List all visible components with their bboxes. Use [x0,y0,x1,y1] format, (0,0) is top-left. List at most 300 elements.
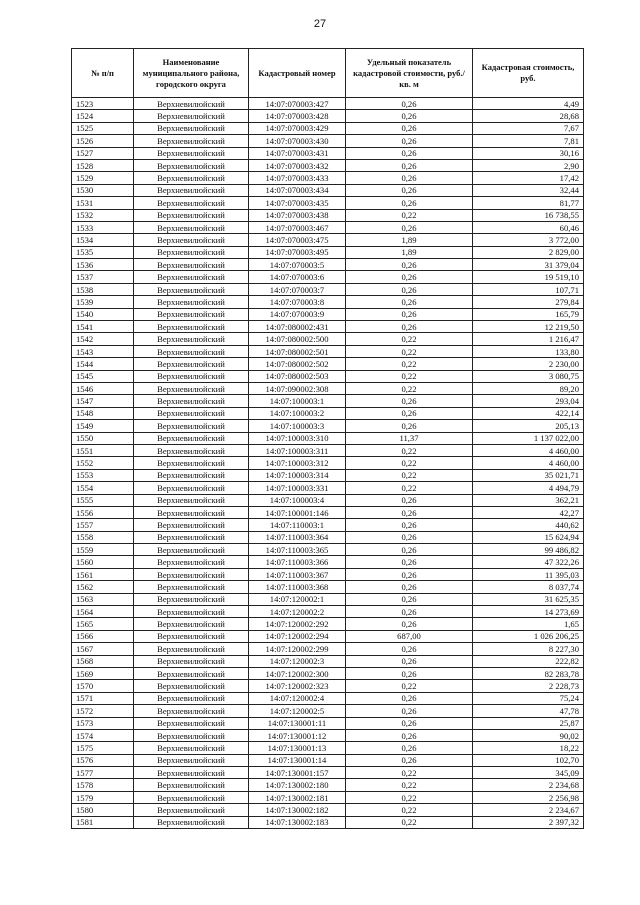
specific-indicator: 0,26 [346,606,473,618]
row-number: 1581 [72,816,134,828]
table-row [72,444,584,456]
specific-indicator: 0,26 [346,184,473,196]
district-name: Верхневилюйский [134,98,249,110]
cadastral-number: 14:07:100003:2 [249,407,346,419]
header-num: № п/п [72,49,134,98]
district-name: Верхневилюйский [134,259,249,271]
table-row [72,643,584,655]
district-name: Верхневилюйский [134,717,249,729]
district-name: Верхневилюйский [134,705,249,717]
specific-indicator: 0,26 [346,283,473,295]
cadastral-cost: 18,22 [473,742,584,754]
specific-indicator: 0,26 [346,643,473,655]
row-number: 1551 [72,444,134,456]
cadastral-cost: 42,27 [473,506,584,518]
cadastral-cost: 2 234,68 [473,779,584,791]
cadastral-number: 14:07:130002:183 [249,816,346,828]
cadastral-cost: 422,14 [473,407,584,419]
table-row [72,506,584,518]
table-row [72,717,584,729]
cadastral-cost: 222,82 [473,655,584,667]
specific-indicator: 0,26 [346,135,473,147]
district-name: Верхневилюйский [134,754,249,766]
specific-indicator: 0,26 [346,506,473,518]
cadastral-cost: 107,71 [473,283,584,295]
header-specific-indicator: Удельный показатель кадастровой стоимости, руб./кв. м [346,49,473,98]
district-name: Верхневилюйский [134,370,249,382]
cadastral-number: 14:07:070003:434 [249,184,346,196]
cadastral-cost: 19 519,10 [473,271,584,283]
cadastral-number: 14:07:100003:1 [249,395,346,407]
specific-indicator: 0,22 [346,444,473,456]
table-row [72,556,584,568]
row-number: 1524 [72,110,134,122]
cadastral-number: 14:07:090002:308 [249,382,346,394]
specific-indicator: 0,22 [346,767,473,779]
cadastral-number: 14:07:130002:181 [249,791,346,803]
table-row [72,767,584,779]
cadastral-cost: 102,70 [473,754,584,766]
row-number: 1530 [72,184,134,196]
table-row [72,457,584,469]
row-number: 1578 [72,779,134,791]
table-row [72,655,584,667]
district-name: Верхневилюйский [134,333,249,345]
cadastral-number: 14:07:070003:432 [249,159,346,171]
specific-indicator: 0,26 [346,420,473,432]
row-number: 1523 [72,98,134,110]
district-name: Верхневилюйский [134,308,249,320]
district-name: Верхневилюйский [134,457,249,469]
cadastral-number: 14:07:070003:5 [249,259,346,271]
table-row [72,259,584,271]
specific-indicator: 0,26 [346,197,473,209]
specific-indicator: 0,26 [346,110,473,122]
table-row [72,593,584,605]
row-number: 1577 [72,767,134,779]
cadastral-cost: 60,46 [473,221,584,233]
specific-indicator: 0,26 [346,729,473,741]
cadastral-cost: 1 137 022,00 [473,432,584,444]
table-row [72,531,584,543]
table-row [72,197,584,209]
table-row [72,816,584,828]
district-name: Верхневилюйский [134,506,249,518]
table-row [72,705,584,717]
cadastral-cost: 165,79 [473,308,584,320]
row-number: 1536 [72,259,134,271]
row-number: 1573 [72,717,134,729]
district-name: Верхневилюйский [134,283,249,295]
cadastral-number: 14:07:120002:294 [249,630,346,642]
cadastral-number: 14:07:120002:2 [249,606,346,618]
table-row [72,469,584,481]
specific-indicator: 0,26 [346,667,473,679]
cadastral-number: 14:07:070003:6 [249,271,346,283]
cadastral-cost: 2,90 [473,159,584,171]
specific-indicator: 0,26 [346,618,473,630]
district-name: Верхневилюйский [134,197,249,209]
row-number: 1540 [72,308,134,320]
cadastral-cost: 8 037,74 [473,581,584,593]
header-cadastral-number: Кадастровый номер [249,49,346,98]
cadastral-number: 14:07:100003:3 [249,420,346,432]
table-row [72,308,584,320]
row-number: 1537 [72,271,134,283]
row-number: 1534 [72,234,134,246]
cadastral-number: 14:07:080002:502 [249,358,346,370]
district-name: Верхневилюйский [134,345,249,357]
table-row [72,606,584,618]
cadastral-number: 14:07:100003:314 [249,469,346,481]
row-number: 1574 [72,729,134,741]
cadastral-cost: 7,81 [473,135,584,147]
specific-indicator: 0,22 [346,345,473,357]
specific-indicator: 0,26 [346,122,473,134]
specific-indicator: 0,26 [346,531,473,543]
district-name: Верхневилюйский [134,147,249,159]
table-row [72,581,584,593]
specific-indicator: 0,26 [346,308,473,320]
table-row [72,98,584,110]
district-name: Верхневилюйский [134,159,249,171]
row-number: 1552 [72,457,134,469]
row-number: 1563 [72,593,134,605]
cadastral-number: 14:07:080002:431 [249,321,346,333]
table-row [72,172,584,184]
row-number: 1531 [72,197,134,209]
table-row [72,358,584,370]
specific-indicator: 0,26 [346,717,473,729]
table-row [72,680,584,692]
specific-indicator: 0,26 [346,221,473,233]
district-name: Верхневилюйский [134,568,249,580]
table-row [72,742,584,754]
cadastral-number: 14:07:110003:365 [249,544,346,556]
table-row [72,407,584,419]
table-row [72,147,584,159]
row-number: 1526 [72,135,134,147]
cadastral-number: 14:07:120002:323 [249,680,346,692]
row-number: 1539 [72,296,134,308]
cadastral-cost: 2 829,00 [473,246,584,258]
specific-indicator: 0,26 [346,544,473,556]
row-number: 1545 [72,370,134,382]
cadastral-cost: 30,16 [473,147,584,159]
row-number: 1566 [72,630,134,642]
row-number: 1572 [72,705,134,717]
row-number: 1559 [72,544,134,556]
district-name: Верхневилюйский [134,606,249,618]
specific-indicator: 0,26 [346,172,473,184]
specific-indicator: 0,26 [346,321,473,333]
table-row [72,345,584,357]
row-number: 1575 [72,742,134,754]
cadastral-number: 14:07:070003:435 [249,197,346,209]
district-name: Верхневилюйский [134,184,249,196]
row-number: 1576 [72,754,134,766]
cadastral-cost: 75,24 [473,692,584,704]
table-row [72,184,584,196]
cadastral-number: 14:07:100003:310 [249,432,346,444]
table-row [72,692,584,704]
row-number: 1527 [72,147,134,159]
specific-indicator: 0,26 [346,556,473,568]
table-row [72,333,584,345]
district-name: Верхневилюйский [134,816,249,828]
table-row [72,519,584,531]
table-row [72,544,584,556]
cadastral-cost: 3 080,75 [473,370,584,382]
cadastral-number: 14:07:130001:13 [249,742,346,754]
specific-indicator: 0,26 [346,259,473,271]
district-name: Верхневилюйский [134,692,249,704]
specific-indicator: 0,26 [346,395,473,407]
cadastral-cost: 2 228,73 [473,680,584,692]
cadastral-cost: 31 625,35 [473,593,584,605]
table-row [72,420,584,432]
cadastral-number: 14:07:100003:311 [249,444,346,456]
cadastral-number: 14:07:070003:495 [249,246,346,258]
cadastral-cost: 1 026 206,25 [473,630,584,642]
table-row [72,110,584,122]
cadastral-cost: 440,62 [473,519,584,531]
specific-indicator: 0,22 [346,680,473,692]
row-number: 1560 [72,556,134,568]
cadastral-cost: 279,84 [473,296,584,308]
district-name: Верхневилюйский [134,221,249,233]
row-number: 1532 [72,209,134,221]
specific-indicator: 0,26 [346,692,473,704]
table-row [72,630,584,642]
cadastral-cost: 14 273,69 [473,606,584,618]
district-name: Верхневилюйский [134,246,249,258]
row-number: 1548 [72,407,134,419]
district-name: Верхневилюйский [134,432,249,444]
specific-indicator: 0,26 [346,407,473,419]
cadastral-number: 14:07:100003:4 [249,494,346,506]
district-name: Верхневилюйский [134,519,249,531]
district-name: Верхневилюйский [134,407,249,419]
district-name: Верхневилюйский [134,358,249,370]
cadastral-cost: 32,44 [473,184,584,196]
cadastral-cost: 25,87 [473,717,584,729]
specific-indicator: 0,26 [346,655,473,667]
cadastral-number: 14:07:070003:8 [249,296,346,308]
table-row [72,321,584,333]
district-name: Верхневилюйский [134,779,249,791]
specific-indicator: 11,37 [346,432,473,444]
specific-indicator: 0,22 [346,469,473,481]
cadastral-cost: 345,09 [473,767,584,779]
cadastral-cost: 35 021,71 [473,469,584,481]
table-row [72,667,584,679]
table-row [72,283,584,295]
cadastral-cost: 362,21 [473,494,584,506]
row-number: 1538 [72,283,134,295]
cadastral-cost: 133,80 [473,345,584,357]
district-name: Верхневилюйский [134,321,249,333]
table-row [72,135,584,147]
header-cadastral-cost: Кадастровая стоимость, руб. [473,49,584,98]
table-row [72,754,584,766]
row-number: 1570 [72,680,134,692]
cadastral-cost: 3 772,00 [473,234,584,246]
table-row [72,395,584,407]
row-number: 1550 [72,432,134,444]
row-number: 1567 [72,643,134,655]
cadastral-cost: 47,78 [473,705,584,717]
cadastral-number: 14:07:130001:157 [249,767,346,779]
district-name: Верхневилюйский [134,172,249,184]
cadastral-cost: 4 460,00 [473,457,584,469]
district-name: Верхневилюйский [134,382,249,394]
table-row [72,494,584,506]
cadastral-number: 14:07:070003:433 [249,172,346,184]
district-name: Верхневилюйский [134,395,249,407]
district-name: Верхневилюйский [134,135,249,147]
specific-indicator: 0,26 [346,494,473,506]
specific-indicator: 0,26 [346,159,473,171]
specific-indicator: 0,22 [346,816,473,828]
district-name: Верхневилюйский [134,420,249,432]
cadastral-number: 14:07:070003:438 [249,209,346,221]
row-number: 1542 [72,333,134,345]
specific-indicator: 0,22 [346,333,473,345]
district-name: Верхневилюйский [134,581,249,593]
row-number: 1558 [72,531,134,543]
district-name: Верхневилюйский [134,729,249,741]
specific-indicator: 0,26 [346,705,473,717]
cadastral-number: 14:07:070003:467 [249,221,346,233]
row-number: 1547 [72,395,134,407]
district-name: Верхневилюйский [134,482,249,494]
cadastral-cost: 293,04 [473,395,584,407]
table-header [72,49,584,98]
row-number: 1571 [72,692,134,704]
cadastral-number: 14:07:130002:180 [249,779,346,791]
row-number: 1557 [72,519,134,531]
cadastral-cost: 15 624,94 [473,531,584,543]
cadastral-number: 14:07:120002:3 [249,655,346,667]
cadastral-cost: 1,65 [473,618,584,630]
specific-indicator: 0,26 [346,519,473,531]
cadastral-number: 14:07:120002:299 [249,643,346,655]
cadastral-cost: 28,68 [473,110,584,122]
cadastral-number: 14:07:130001:14 [249,754,346,766]
district-name: Верхневилюйский [134,469,249,481]
cadastral-number: 14:07:100003:312 [249,457,346,469]
cadastral-cost: 81,77 [473,197,584,209]
table-row [72,568,584,580]
cadastral-cost: 4 494,79 [473,482,584,494]
specific-indicator: 1,89 [346,246,473,258]
cadastral-number: 14:07:110003:366 [249,556,346,568]
district-name: Верхневилюйский [134,271,249,283]
specific-indicator: 0,26 [346,754,473,766]
cadastral-number: 14:07:080002:503 [249,370,346,382]
specific-indicator: 0,26 [346,568,473,580]
table-row [72,382,584,394]
cadastral-cost: 205,13 [473,420,584,432]
cadastral-cost: 2 230,00 [473,358,584,370]
specific-indicator: 0,22 [346,482,473,494]
cadastral-number: 14:07:100003:331 [249,482,346,494]
district-name: Верхневилюйский [134,804,249,816]
cadastral-number: 14:07:130002:182 [249,804,346,816]
header-district: Наименование муниципального района, городского округа [134,49,249,98]
cadastral-number: 14:07:120002:4 [249,692,346,704]
specific-indicator: 0,26 [346,147,473,159]
table-row [72,370,584,382]
district-name: Верхневилюйский [134,444,249,456]
cadastral-cost: 1 216,47 [473,333,584,345]
cadastral-number: 14:07:110003:368 [249,581,346,593]
specific-indicator: 0,26 [346,296,473,308]
table-row [72,804,584,816]
cadastral-cost: 8 227,30 [473,643,584,655]
district-name: Верхневилюйский [134,680,249,692]
cadastral-number: 14:07:130001:12 [249,729,346,741]
row-number: 1528 [72,159,134,171]
cadastral-number: 14:07:110003:367 [249,568,346,580]
cadastral-number: 14:07:070003:428 [249,110,346,122]
specific-indicator: 0,22 [346,370,473,382]
row-number: 1565 [72,618,134,630]
table-body [72,98,584,829]
cadastral-cost: 17,42 [473,172,584,184]
table-row [72,618,584,630]
district-name: Верхневилюйский [134,742,249,754]
page-number: 27 [313,18,327,30]
district-name: Верхневилюйский [134,791,249,803]
table-row [72,432,584,444]
district-name: Верхневилюйский [134,234,249,246]
specific-indicator: 0,22 [346,779,473,791]
cadastral-cost: 11 395,03 [473,568,584,580]
row-number: 1544 [72,358,134,370]
row-number: 1568 [72,655,134,667]
district-name: Верхневилюйский [134,655,249,667]
table-row [72,296,584,308]
row-number: 1554 [72,482,134,494]
cadastral-cost: 31 379,04 [473,259,584,271]
district-name: Верхневилюйский [134,531,249,543]
specific-indicator: 0,22 [346,457,473,469]
cadastral-cost: 82 283,78 [473,667,584,679]
district-name: Верхневилюйский [134,630,249,642]
table-row [72,234,584,246]
district-name: Верхневилюйский [134,556,249,568]
district-name: Верхневилюйский [134,667,249,679]
cadastral-number: 14:07:120002:5 [249,705,346,717]
district-name: Верхневилюйский [134,767,249,779]
cadastral-number: 14:07:120002:1 [249,593,346,605]
cadastral-value-table [71,48,584,829]
district-name: Верхневилюйский [134,593,249,605]
cadastral-cost: 2 234,67 [473,804,584,816]
specific-indicator: 0,26 [346,581,473,593]
specific-indicator: 1,89 [346,234,473,246]
district-name: Верхневилюйский [134,494,249,506]
cadastral-number: 14:07:070003:475 [249,234,346,246]
cadastral-number: 14:07:120002:300 [249,667,346,679]
table-row [72,482,584,494]
specific-indicator: 0,22 [346,358,473,370]
cadastral-number: 14:07:120002:292 [249,618,346,630]
row-number: 1525 [72,122,134,134]
cadastral-number: 14:07:100001:146 [249,506,346,518]
